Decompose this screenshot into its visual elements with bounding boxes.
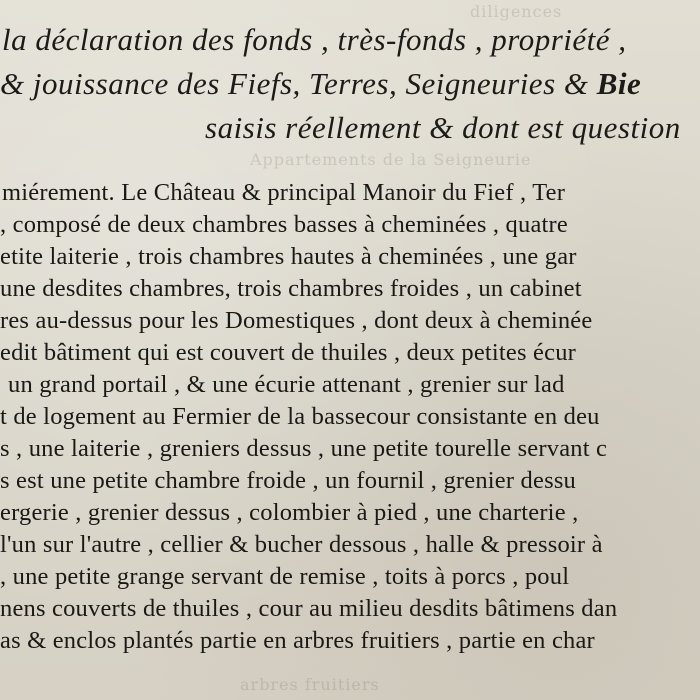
bleed-through-text-bottom: arbres fruitiers xyxy=(240,675,380,694)
body-line: res au-dessus pour les Domestiques , dont deux à cheminée xyxy=(0,307,593,334)
body-line: un grand portail , & une écurie attenant , grenier sur lad xyxy=(8,371,565,398)
body-line: , une petite grange servant de remise , toits à porcs , poul xyxy=(0,563,570,590)
body-line: , composé de deux chambres basses à cheminées , quatre xyxy=(0,211,568,238)
heading-line-2-bold: Bie xyxy=(596,66,642,101)
body-line: edit bâtiment qui est couvert de thuiles , deux petites écur xyxy=(0,339,577,366)
heading-line-3: saisis réellement & dont est question xyxy=(205,110,681,145)
heading-line-1: la déclaration des fonds , très-fonds , propriété , xyxy=(2,22,627,57)
body-line: nens couverts de thuiles , cour au milieu desdits bâtimens dan xyxy=(0,595,618,622)
bleed-through-text-middle: Appartements de la Seigneurie xyxy=(250,150,532,169)
body-line: miérement. Le Château & principal Manoir du Fief , Ter xyxy=(2,179,566,206)
body-line: une desdites chambres, trois chambres froides , un cabinet xyxy=(0,275,582,302)
bleed-through-text-top: diligences xyxy=(470,2,563,21)
body-line: s est une petite chambre froide , un fournil , grenier dessu xyxy=(0,467,577,494)
body-line: l'un sur l'autre , cellier & bucher dessous , halle & pressoir à xyxy=(0,531,603,558)
body-line: s , une laiterie , greniers dessus , une petite tourelle servant c xyxy=(0,435,608,462)
body-line: etite laiterie , trois chambres hautes à cheminées , une gar xyxy=(0,243,577,270)
body-line: as & enclos plantés partie en arbres fruitiers , partie en char xyxy=(0,627,595,654)
heading-line-2 xyxy=(0,66,641,102)
body-line: ergerie , grenier dessus , colombier à pied , une charterie , xyxy=(0,499,579,526)
heading-line-2-italic: & jouissance des Fiefs, Terres, Seigneuries & xyxy=(0,66,597,101)
body-line: t de logement au Fermier de la bassecour consistante en deu xyxy=(0,403,600,430)
